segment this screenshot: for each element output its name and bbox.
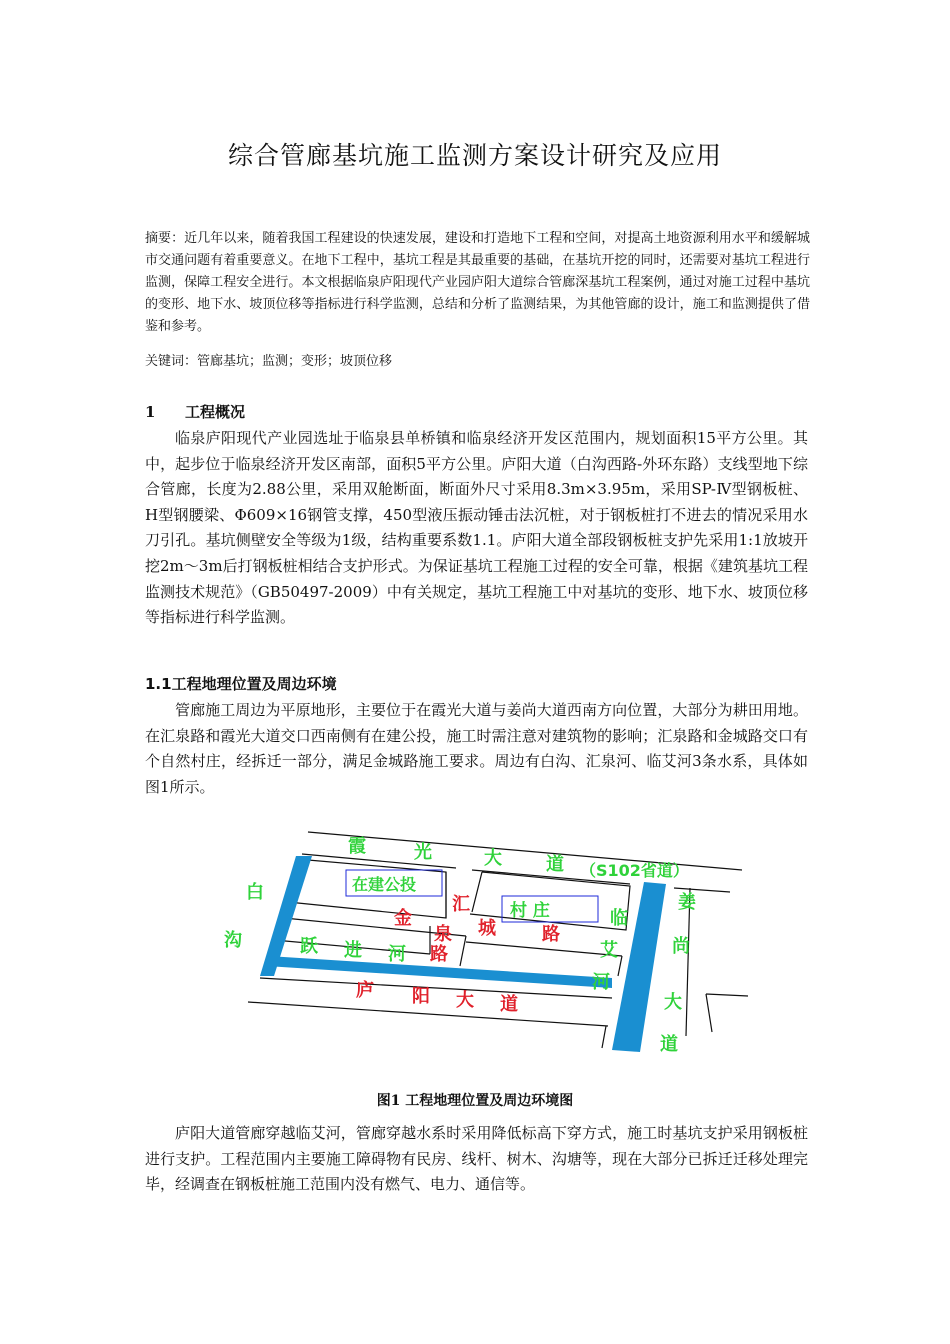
label-jincheng: 路 [542, 924, 560, 945]
label-jiangshang: 尚 [672, 936, 690, 957]
label-xiaguang: 霞 [348, 836, 366, 857]
label-xiaguang: 光 [414, 842, 432, 863]
section-title: 工程概况 [185, 403, 246, 421]
label-huiquan: 汇 [452, 894, 470, 915]
paragraph: 临泉庐阳现代产业园选址于临泉县单桥镇和临泉经济开发区范围内，规划面积15平方公里。其中，起步位于临泉经济开发区南部，面积5平方公里。庐阳大道（白沟西路-外环东路）支线型地下综合管廊，长度为2.88公里，采用双舱断面，断面外尺寸采用8.3m×3.95m，采用SP-Ⅳ型钢板桩、H型钢腰梁、Φ609×16钢管支撑，450型液压振动锤击法沉桩，对于钢板桩打不进去的情况采用水刀引孔。基坑侧壁安全等级为1级，结构重要系数1.1。庐阳大道全部段钢板桩支护先采用1:1放坡开挖2m～3m后打钢板桩相结合支护形式。为保证基坑工程施工过程的安全可靠，根据《建筑基坑工程监测技术规范》（GB50497-2009）中有关规定，基坑工程施工中对基坑的变形、地下水、坡顶位移等指标进行科学监测。 [145, 429, 808, 627]
figure-caption: 图1 工程地理位置及周边环境图 [376, 1093, 574, 1109]
label-zaijian: 在建公投 [352, 875, 417, 894]
paragraph: 庐阳大道管廊穿越临艾河，管廊穿越水系时采用降低标高下穿方式，施工时基坑支护采用钢板桩进行支护。工程范围内主要施工障碍物有民房、线杆、树木、沟塘等，现在大部分已拆迁迁移处理完毕，经调查在钢板桩施工范围内没有燃气、电力、通信等。 [145, 1124, 808, 1194]
label-yuejin: 河 [388, 944, 406, 965]
road-edge [460, 936, 466, 966]
label-luyang: 道 [500, 994, 518, 1015]
site-map-figure [220, 826, 750, 1066]
label-linai: 河 [592, 972, 610, 993]
label-s102: （S102省道） [580, 861, 689, 880]
keywords: 关键词：管廊基坑；监测；变形；坡顶位移 [145, 354, 393, 369]
label-jiangshang: 姜 [678, 892, 696, 913]
road-edge [602, 1026, 606, 1048]
label-jiangshang: 大 [664, 992, 682, 1013]
label-huiquan: 泉 [434, 924, 452, 945]
section-1-body [145, 426, 808, 631]
section-1-1-heading: 1.1工程地理位置及周边环境 [145, 675, 337, 693]
paper-title: 综合管廊基坑施工监测方案设计研究及应用 [227, 141, 722, 170]
label-yuejin: 进 [344, 940, 362, 961]
label-linai: 临 [610, 908, 628, 929]
label-baigou: 沟 [224, 930, 242, 951]
road-edge [618, 956, 622, 976]
section-1-heading [145, 401, 245, 422]
label-jincheng: 城 [478, 918, 496, 939]
label-linai: 艾 [600, 940, 618, 961]
label-xiaguang: 大 [484, 848, 502, 869]
label-xiaguang: 道 [546, 854, 564, 875]
label-luyang: 大 [456, 990, 474, 1011]
section-number: 1 [145, 403, 156, 421]
label-huiquan: 路 [430, 944, 448, 965]
road-edge [706, 994, 712, 1032]
label-yuejin: 跃 [300, 936, 318, 957]
label-luyang: 庐 [356, 980, 374, 1001]
label-jincheng: 金 [394, 908, 412, 929]
label-luyang: 阳 [412, 986, 430, 1007]
paragraph: 管廊施工周边为平原地形，主要位于在霞光大道与姜尚大道西南方向位置，大部分为耕田用地。在汇泉路和霞光大道交口西南侧有在建公投，施工时需注意对建筑物的影响；汇泉路和金城路交口有个自然村庄，经拆迁一部分，满足金城路施工要求。周边有白沟、汇泉河、临艾河3条水系，具体如图1所示。 [145, 701, 808, 796]
post-figure-body [145, 1121, 808, 1198]
road-edge [472, 872, 482, 912]
label-cunzhuang: 村 庄 [510, 901, 550, 921]
label-baigou: 白 [246, 882, 264, 903]
abstract: 摘要：近几年以来，随着我国工程建设的快速发展，建设和打造地下工程和空间，对提高土地资源利用水平和缓解城市交通问题有着重要意义。在地下工程中，基坑工程是其最重要的基础，在基坑开挖的同时，还需要对基坑工程进行监测，保障工程安全进行。本文根据临泉庐阳现代产业园庐阳大道综合管廊深基坑工程案例，通过对施工过程中基坑的变形、地下水、坡顶位移等指标进行科学监测，总结和分析了监测结果，为其他管廊的设计，施工和监测提供了借鉴和参考。 [145, 231, 810, 334]
road-edge [706, 994, 748, 996]
label-jiangshang: 道 [660, 1034, 678, 1055]
section-1-1-body [145, 698, 808, 800]
